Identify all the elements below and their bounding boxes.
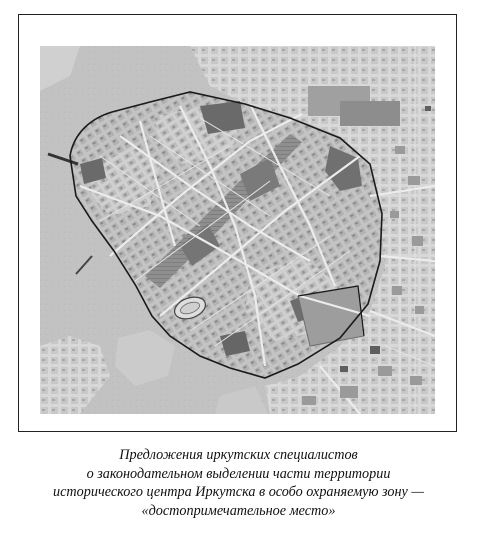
large-block — [298, 286, 364, 346]
figure-frame — [18, 14, 457, 432]
figure-caption — [0, 446, 477, 520]
caption-line-3: исторического центра Иркутска в особо охраняемую зону — — [53, 484, 424, 500]
city-map — [40, 46, 435, 414]
north-east-block-2 — [340, 101, 400, 126]
caption-line-1: Предложения иркутских специалистов — [119, 447, 358, 463]
caption-line-2: о законодательном выделении части территории — [86, 465, 391, 482]
caption-line-4: «достопримечательное место» — [141, 502, 336, 519]
map-svg — [40, 46, 435, 414]
